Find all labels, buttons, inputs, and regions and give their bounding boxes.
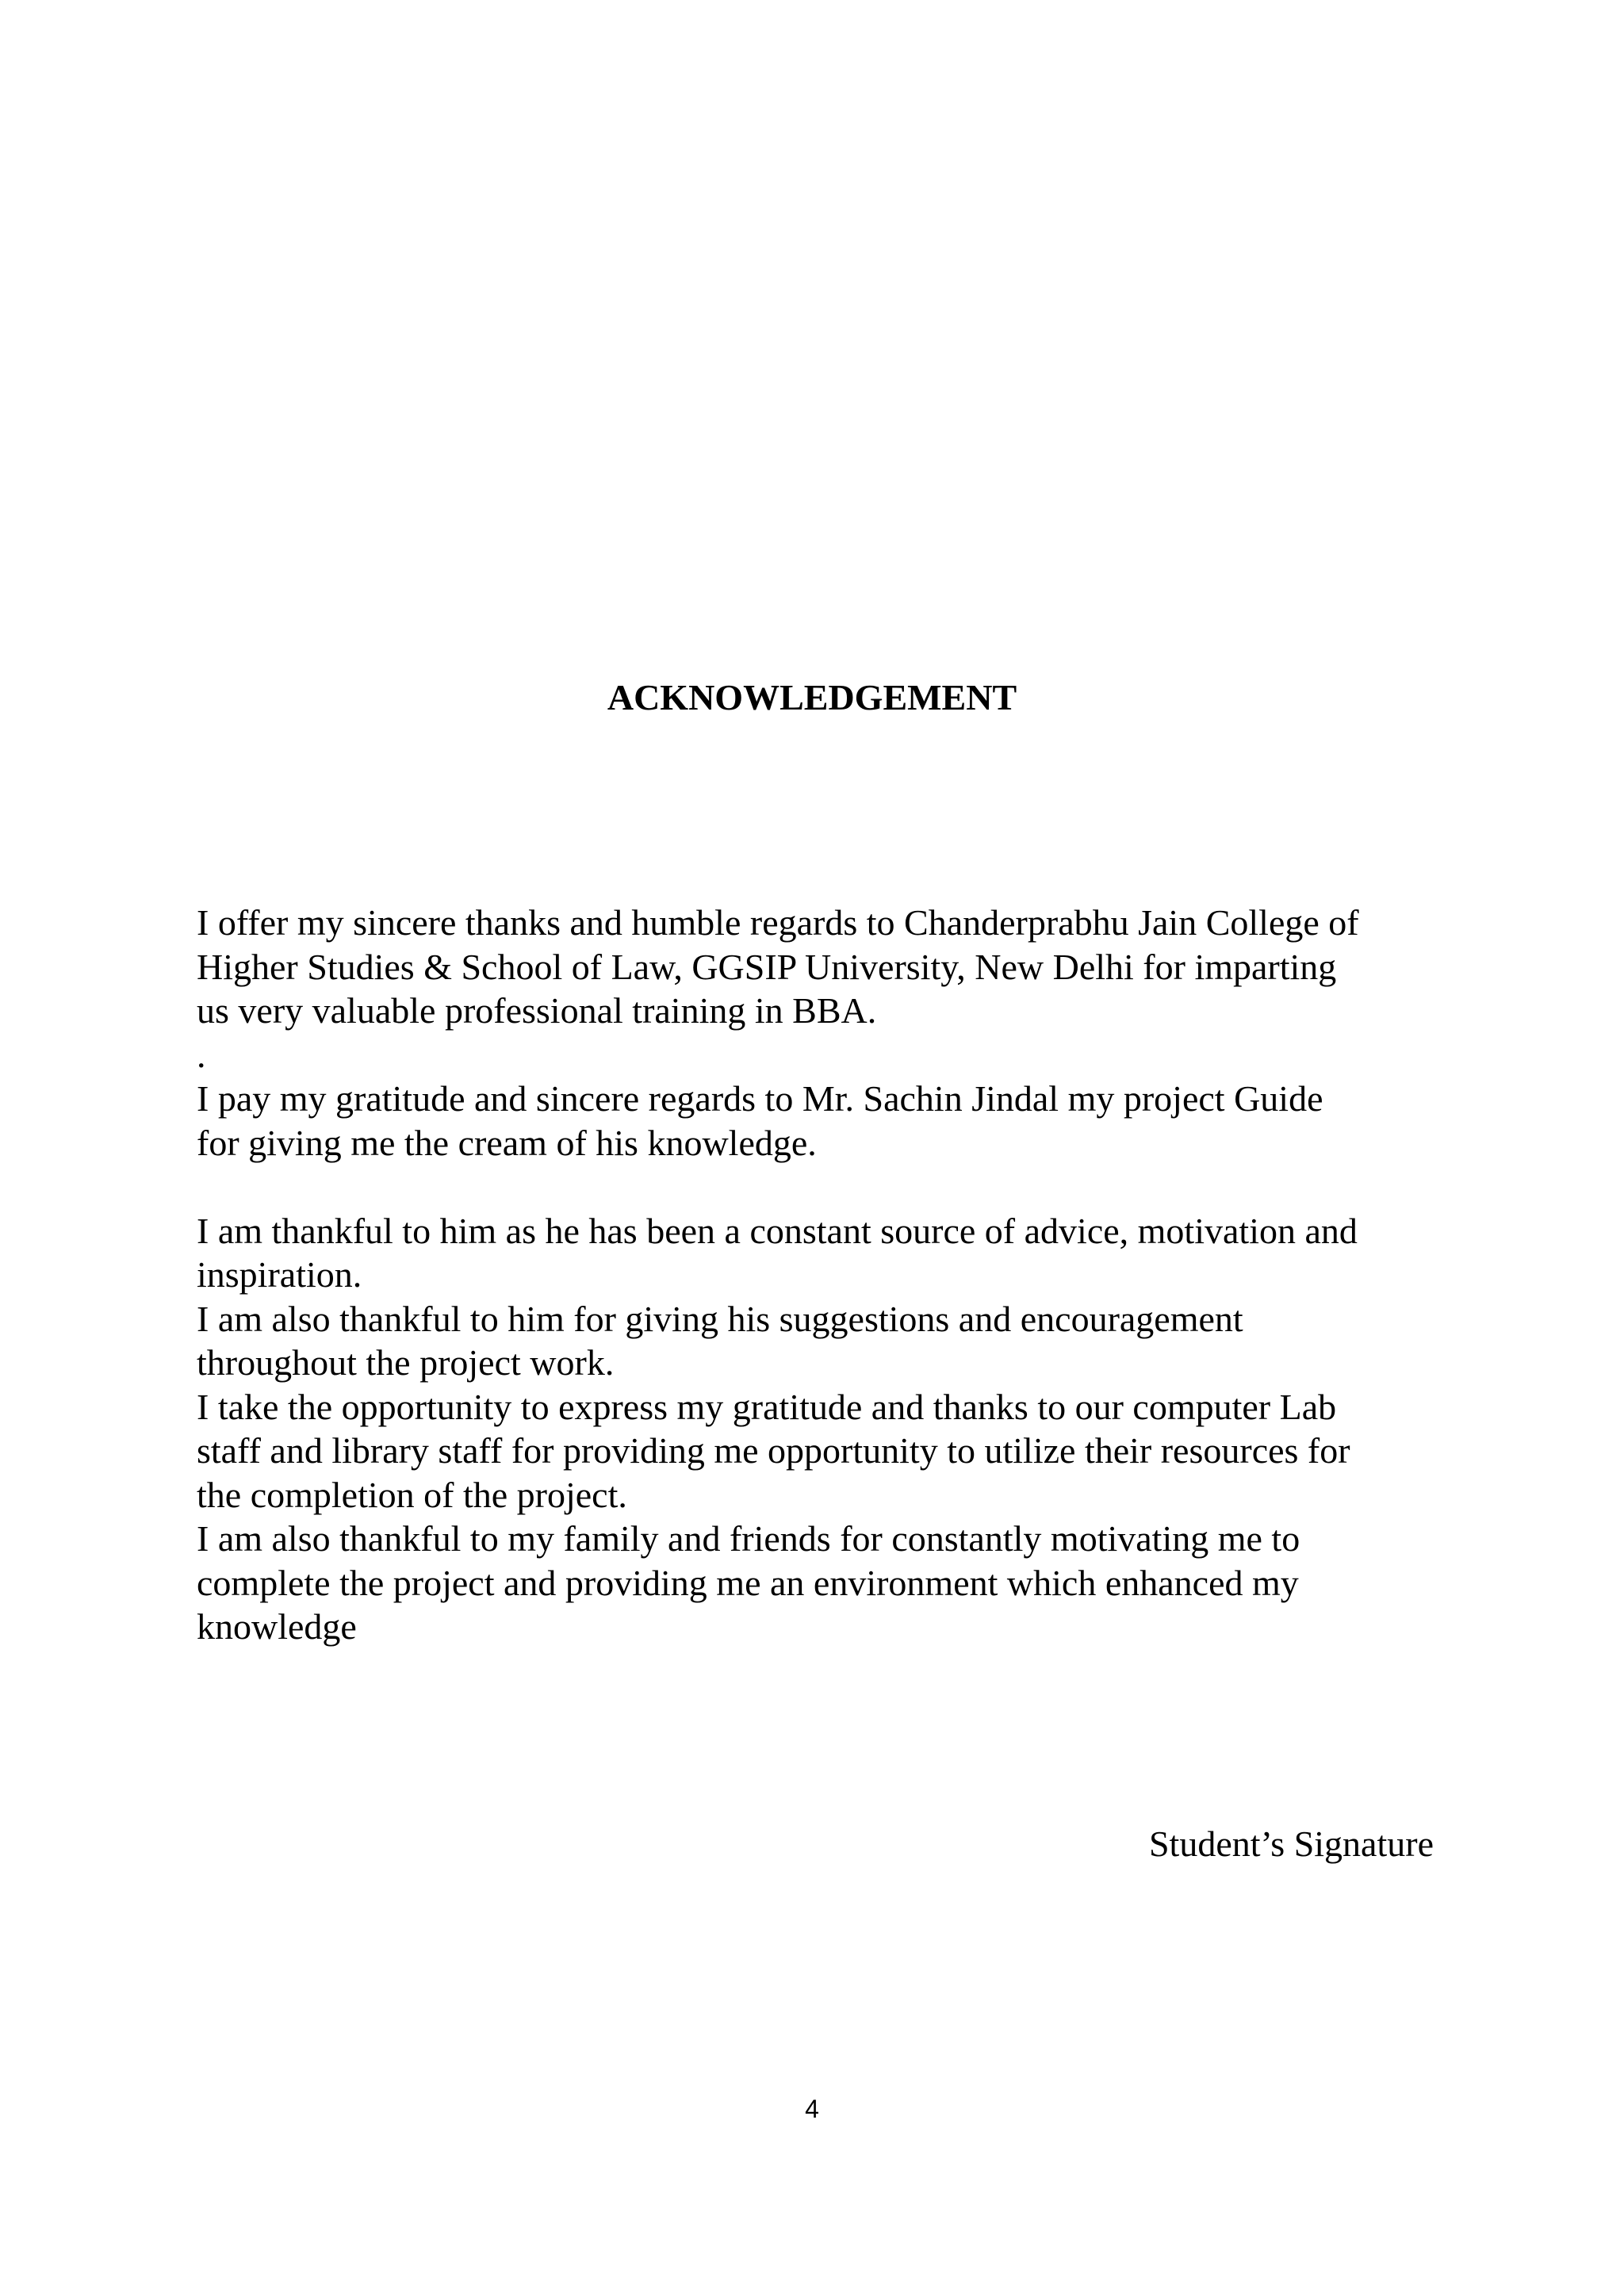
body-line: I am thankful to him as he has been a constant source of advice, motivation and xyxy=(197,1210,1358,1251)
body-line: inspiration. xyxy=(197,1254,362,1295)
body-line: I am also thankful to my family and friends for constantly motivating me to xyxy=(197,1518,1300,1559)
body-line: staff and library staff for providing me opportunity to utilize their resources for xyxy=(197,1430,1350,1471)
page-title: ACKNOWLEDGEMENT xyxy=(607,677,1017,718)
body-line: I take the opportunity to express my gratitude and thanks to our computer Lab xyxy=(197,1386,1337,1427)
body-line: for giving me the cream of his knowledge. xyxy=(197,1122,817,1163)
body-line: I pay my gratitude and sincere regards to Mr. Sachin Jindal my project Guide xyxy=(197,1078,1323,1119)
body-line: knowledge xyxy=(197,1606,357,1647)
signature-label: Student’s Signature xyxy=(1148,1823,1434,1864)
acknowledgement-body xyxy=(197,901,1481,1649)
body-line: us very valuable professional training in BBA. xyxy=(197,990,877,1031)
body-line: Higher Studies & School of Law, GGSIP University, New Delhi for imparting xyxy=(197,946,1337,987)
body-line: throughout the project work. xyxy=(197,1342,615,1383)
body-line: I offer my sincere thanks and humble regards to Chanderprabhu Jain College of xyxy=(197,902,1359,943)
body-line: complete the project and providing me an environment which enhanced my xyxy=(197,1562,1299,1603)
blank-line xyxy=(197,1165,1481,1209)
page-number: 4 xyxy=(805,2095,819,2123)
body-line: . xyxy=(197,1034,206,1075)
body-line: I am also thankful to him for giving his suggestions and encouragement xyxy=(197,1298,1243,1339)
body-line: the completion of the project. xyxy=(197,1474,627,1515)
